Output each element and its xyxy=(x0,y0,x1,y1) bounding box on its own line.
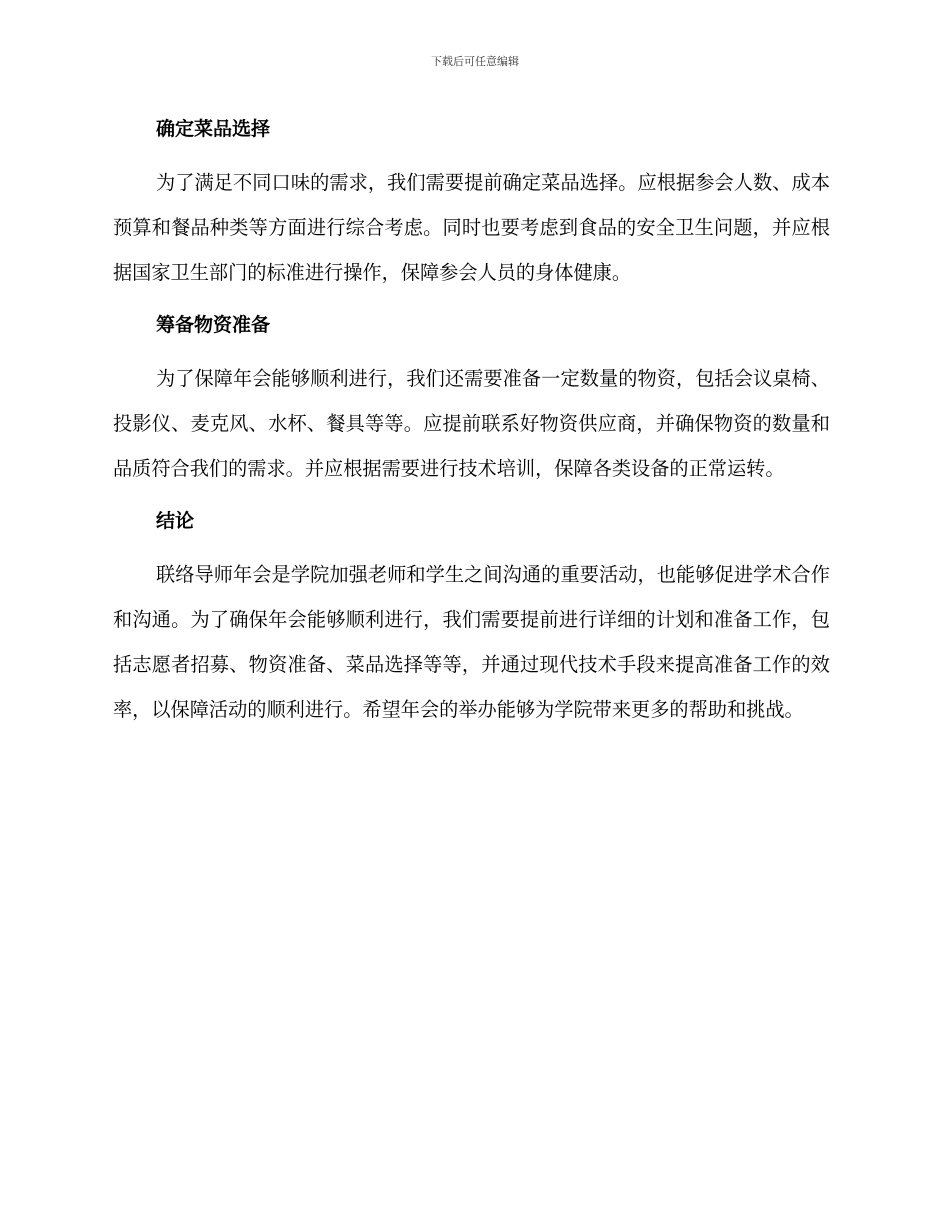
section-paragraph: 联络导师年会是学院加强老师和学生之间沟通的重要活动，也能够促进学术合作和沟通。为了确保年会能够顺利进行，我们需要提前进行详细的计划和准备工作，包括志愿者招募、物资准备、菜品选择等等，并通过现代技术手段来提高准备工作的效率，以保障活动的顺利进行。希望年会的举办能够为学院带来更多的帮助和挑战。 xyxy=(113,563,830,721)
section-heading: 确定菜品选择 xyxy=(156,118,271,140)
section-supplies-preparation xyxy=(113,306,830,491)
header-note: 下载后可任意编辑 xyxy=(431,55,519,68)
section-paragraph: 为了满足不同口味的需求，我们需要提前确定菜品选择。应根据参会人数、成本预算和餐品种类等方面进行综合考虑。同时也要考虑到食品的安全卫生问题，并应根据国家卫生部门的标准进行操作，保障参会人员的身体健康。 xyxy=(113,171,830,284)
section-paragraph: 为了保障年会能够顺利进行，我们还需要准备一定数量的物资，包括会议桌椅、投影仪、麦克风、水杯、餐具等等。应提前联系好物资供应商，并确保物资的数量和品质符合我们的需求。并应根据需要进行技术培训，保障各类设备的正常运转。 xyxy=(113,367,830,480)
section-heading: 结论 xyxy=(156,510,195,532)
section-heading: 筹备物资准备 xyxy=(156,314,271,336)
document-body xyxy=(113,110,830,743)
section-dish-selection xyxy=(113,110,830,295)
section-conclusion xyxy=(113,502,830,732)
